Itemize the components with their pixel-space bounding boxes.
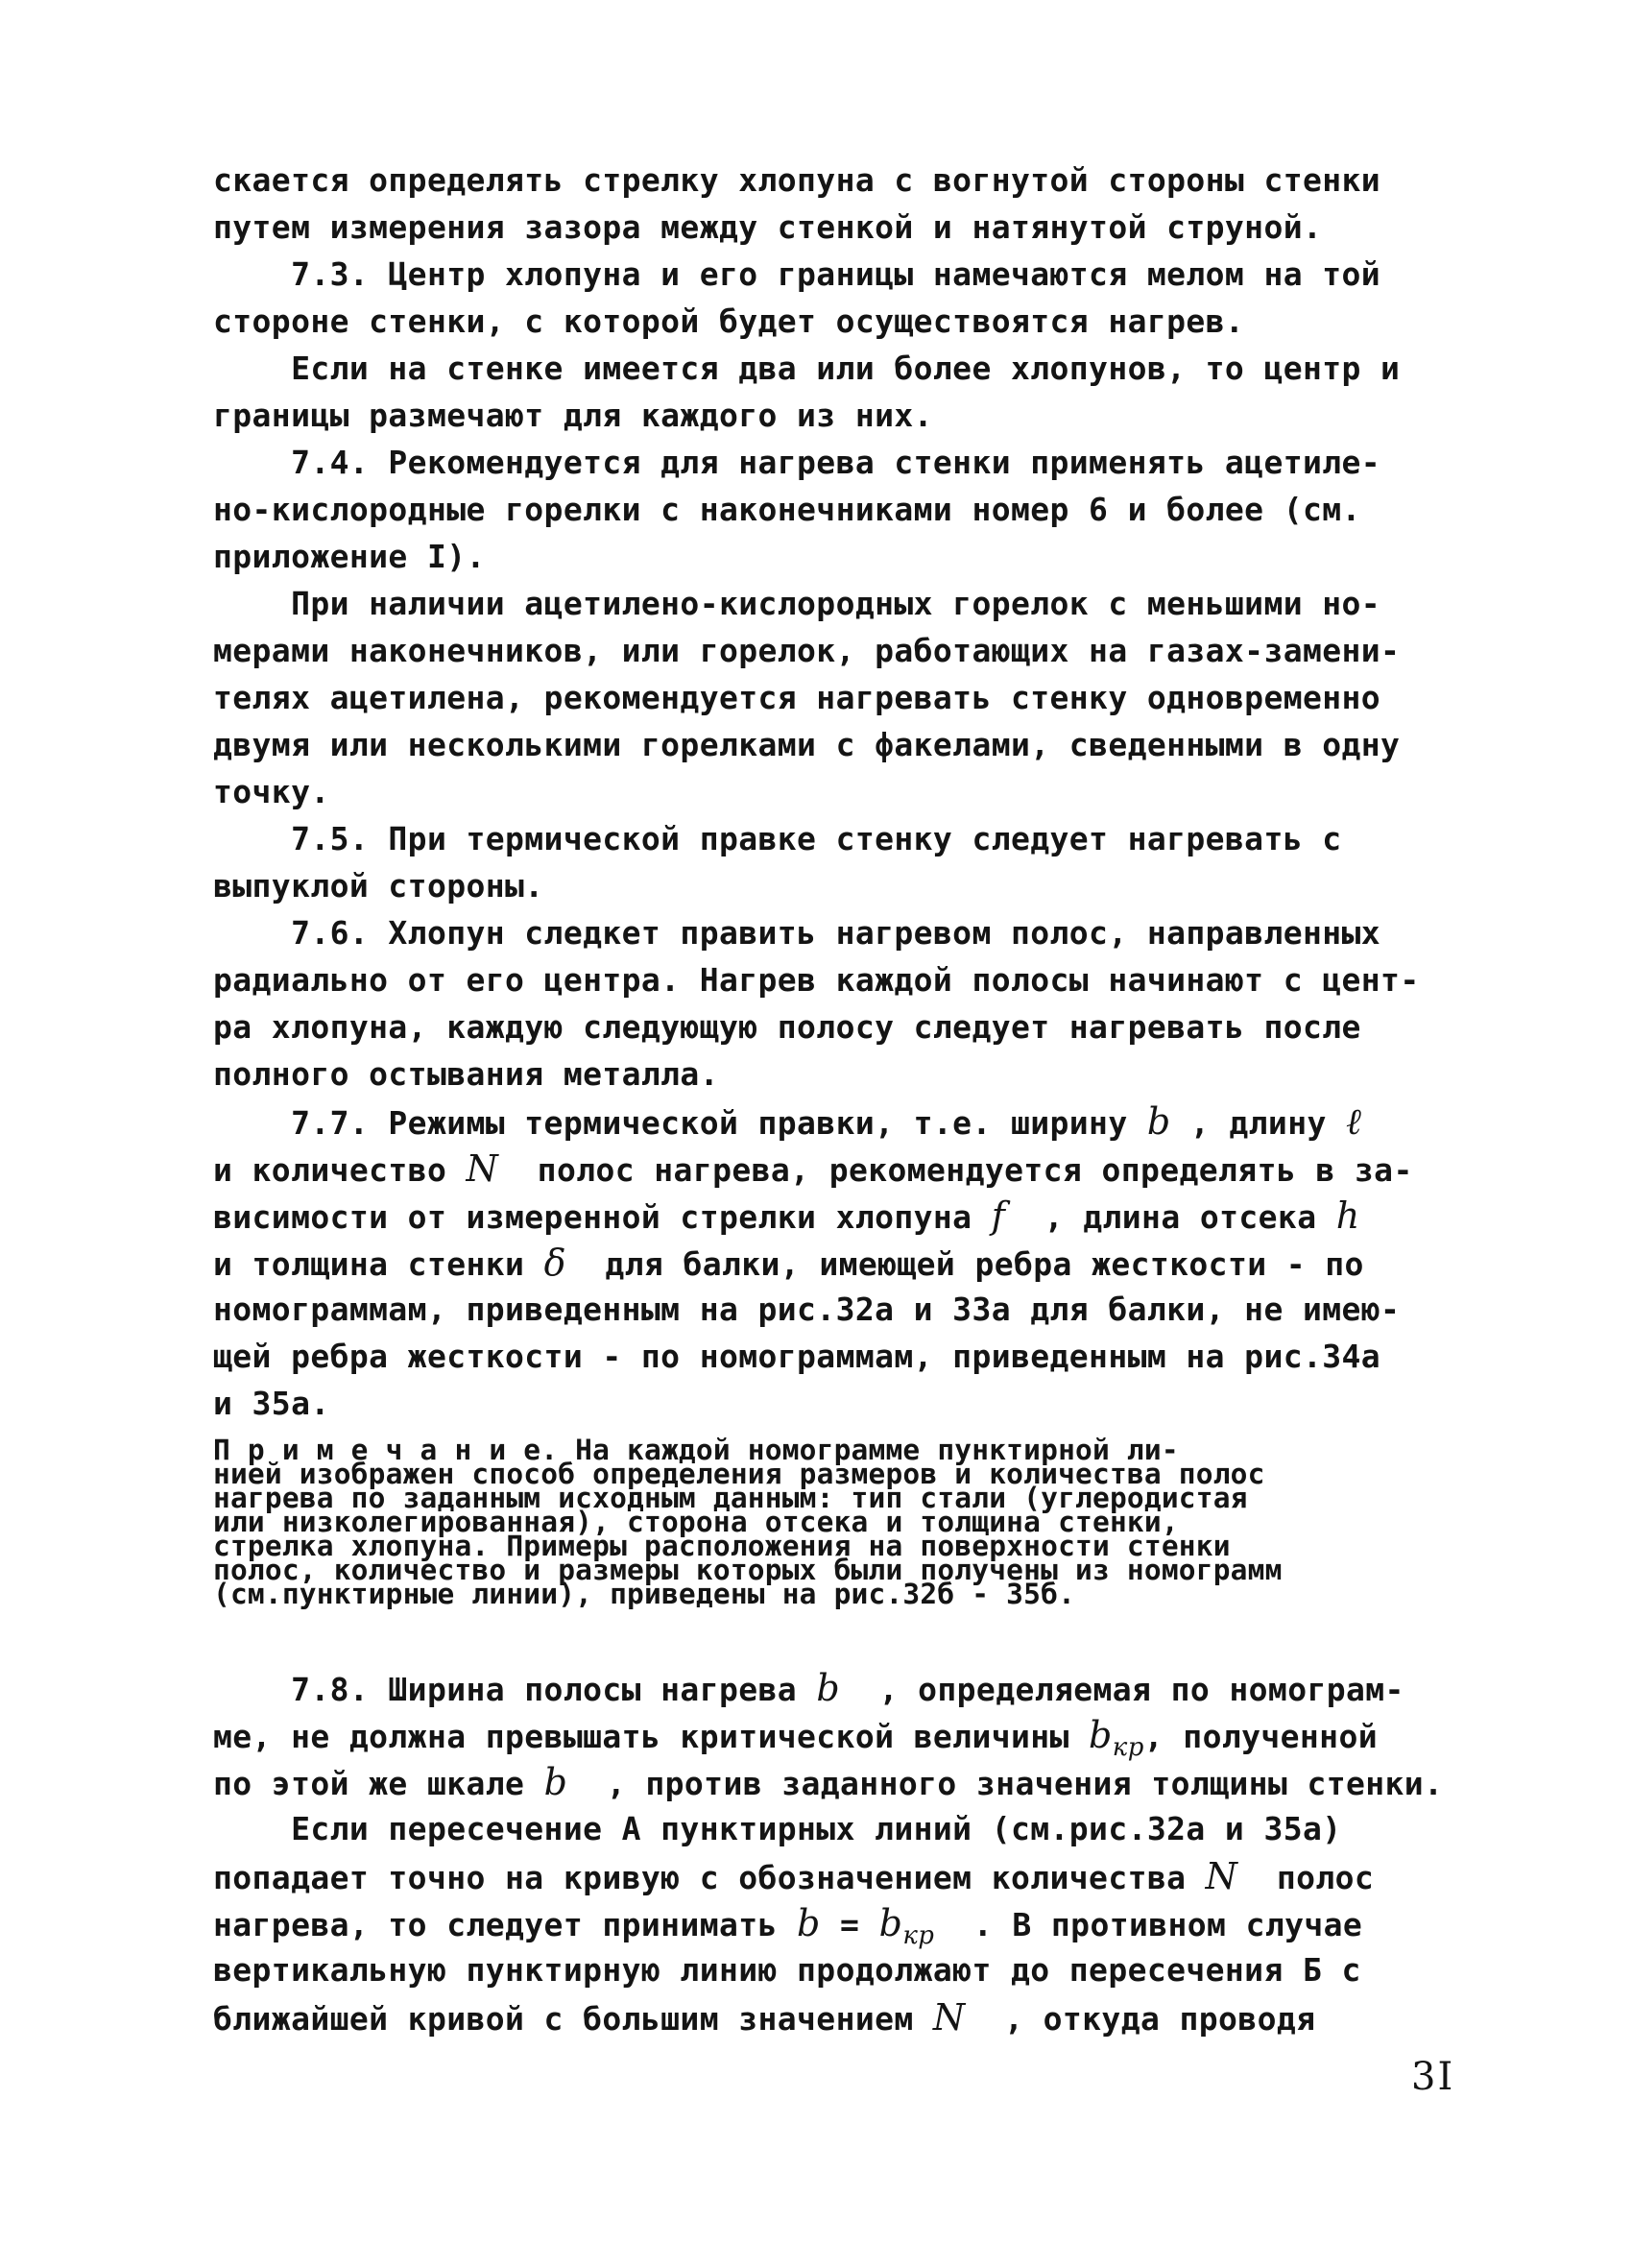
- text-line: 7.6. Хлопун следкет править нагревом полос, направленных: [213, 914, 1381, 952]
- text-line-7-9-2: попадает точно на кривую с обозначением количества N полос: [213, 1855, 1375, 1897]
- text-line: но-кислородные горелки с наконечниками номер 6 и более (см.: [213, 491, 1361, 528]
- text-line: выпуклой стороны.: [213, 867, 544, 905]
- note-line: или низколегированная), сторона отсека и толщина стенки,: [213, 1506, 1179, 1538]
- symbol-b: b: [878, 1902, 903, 1944]
- text-line-7-8-1: 7.8. Ширина полосы нагрева b , определяемая по номограм-: [213, 1667, 1404, 1709]
- text-line-7-9-3: нагрева, то следует принимать $b = b_{кр}$ . В противном случае: [213, 1902, 1363, 1950]
- symbol-h: h: [1335, 1194, 1360, 1237]
- text-line-7-7-3: висимости от измеренной стрелки хлопуна f , длина отсека h: [213, 1194, 1360, 1237]
- symbol-N: N: [466, 1147, 499, 1190]
- text-line-7-8-2: ме, не должна превышать критической величины $b_{кр}$, полученной: [213, 1714, 1378, 1762]
- text-line: точку.: [213, 773, 330, 810]
- symbol-N: N: [932, 1996, 966, 2039]
- text-line: телях ацетилена, рекомендуется нагревать стенку одновременно: [213, 679, 1381, 716]
- symbol-kr: кр: [902, 1921, 935, 1950]
- text-line: ра хлопуна, каждую следующую полосу следует нагревать после: [213, 1008, 1361, 1046]
- text-line: двумя или несколькими горелками с факелами, сведенными в одну: [213, 726, 1401, 763]
- symbol-b: b: [543, 1761, 568, 1803]
- symbol-kr: кр: [1112, 1733, 1144, 1762]
- page-number: 3I: [1411, 2055, 1455, 2099]
- note-line: нией изображен способ определения размеров и количества полос: [213, 1458, 1265, 1490]
- note-line: нагрева по заданным исходным данным: тип стали (углеродистая: [213, 1482, 1248, 1514]
- note-line: П р и м е ч а н и е. На каждой номограмме пунктирной ли-: [213, 1434, 1179, 1466]
- text-line: путем измерения зазора между стенкой и натянутой струной.: [213, 208, 1323, 246]
- text-line: полного остывания металла.: [213, 1055, 719, 1093]
- note-line: (см.пунктирные линии), приведены на рис.32б - 35б.: [213, 1578, 1076, 1610]
- symbol-N: N: [1205, 1855, 1238, 1897]
- symbol-b: b: [1089, 1714, 1113, 1756]
- text-line: радиально от его центра. Нагрев каждой полосы начинают с цент-: [213, 961, 1420, 999]
- symbol-b: b: [797, 1902, 821, 1944]
- symbol-b: b: [816, 1667, 841, 1709]
- text-line: мерами наконечников, или горелок, работающих на газах-замени-: [213, 632, 1401, 669]
- symbol-b: b: [1146, 1100, 1171, 1143]
- text-line-7-7-5: номограммам, приведенным на рис.32а и 33а для балки, не имею-: [213, 1291, 1401, 1328]
- note-line: стрелка хлопуна. Примеры расположения на поверхности стенки: [213, 1530, 1231, 1562]
- text-line: 7.5. При термической правке стенку следует нагревать с: [213, 820, 1342, 857]
- text-line-7-9-1: Если пересечение А пунктирных линий (см.рис.32а и 35а): [213, 1810, 1342, 1847]
- text-line-7-7-6: щей ребра жесткости - по номограммам, приведенным на рис.34а: [213, 1338, 1381, 1375]
- text-line-7-7-1: 7.7. Режимы термической правки, т.е. ширину b , длину ℓ: [213, 1100, 1362, 1143]
- text-line: 7.3. Центр хлопуна и его границы намечаются мелом на той: [213, 255, 1381, 293]
- symbol-f: f: [991, 1194, 1006, 1237]
- symbol-delta: δ: [543, 1242, 566, 1284]
- note-line: полос, количество и размеры которых были получены из номограмм: [213, 1554, 1283, 1586]
- text-line: Если на стенке имеется два или более хлопунов, то центр и: [213, 350, 1401, 387]
- text-line-7-9-5: ближайшей кривой с большим значением N , откуда проводя: [213, 1996, 1316, 2039]
- symbol-l: ℓ: [1346, 1100, 1362, 1143]
- text-line: приложение I).: [213, 538, 486, 575]
- text-line-7-8-3: по этой же шкале b , против заданного значения толщины стенки.: [213, 1761, 1444, 1803]
- text-line-7-9-4: вертикальную пунктирную линию продолжают до пересечения Б с: [213, 1951, 1361, 1989]
- text-line: 7.4. Рекомендуется для нагрева стенки применять ацетиле-: [213, 444, 1381, 481]
- text-line: границы размечают для каждого из них.: [213, 397, 933, 434]
- text-line-7-7-2: и количество N полос нагрева, рекомендуется определять в за-: [213, 1147, 1413, 1190]
- text-line-7-7-7: и 35а.: [213, 1385, 330, 1422]
- text-line: стороне стенки, с которой будет осуществоятся нагрев.: [213, 302, 1245, 340]
- text-line: При наличии ацетилено-кислородных горелок с меньшими но-: [213, 585, 1381, 622]
- text-line-7-7-4: и толщина стенки δ для балки, имеющей ребра жесткости - по: [213, 1242, 1364, 1284]
- text-line: скается определять стрелку хлопуна с вогнутой стороны стенки: [213, 161, 1381, 199]
